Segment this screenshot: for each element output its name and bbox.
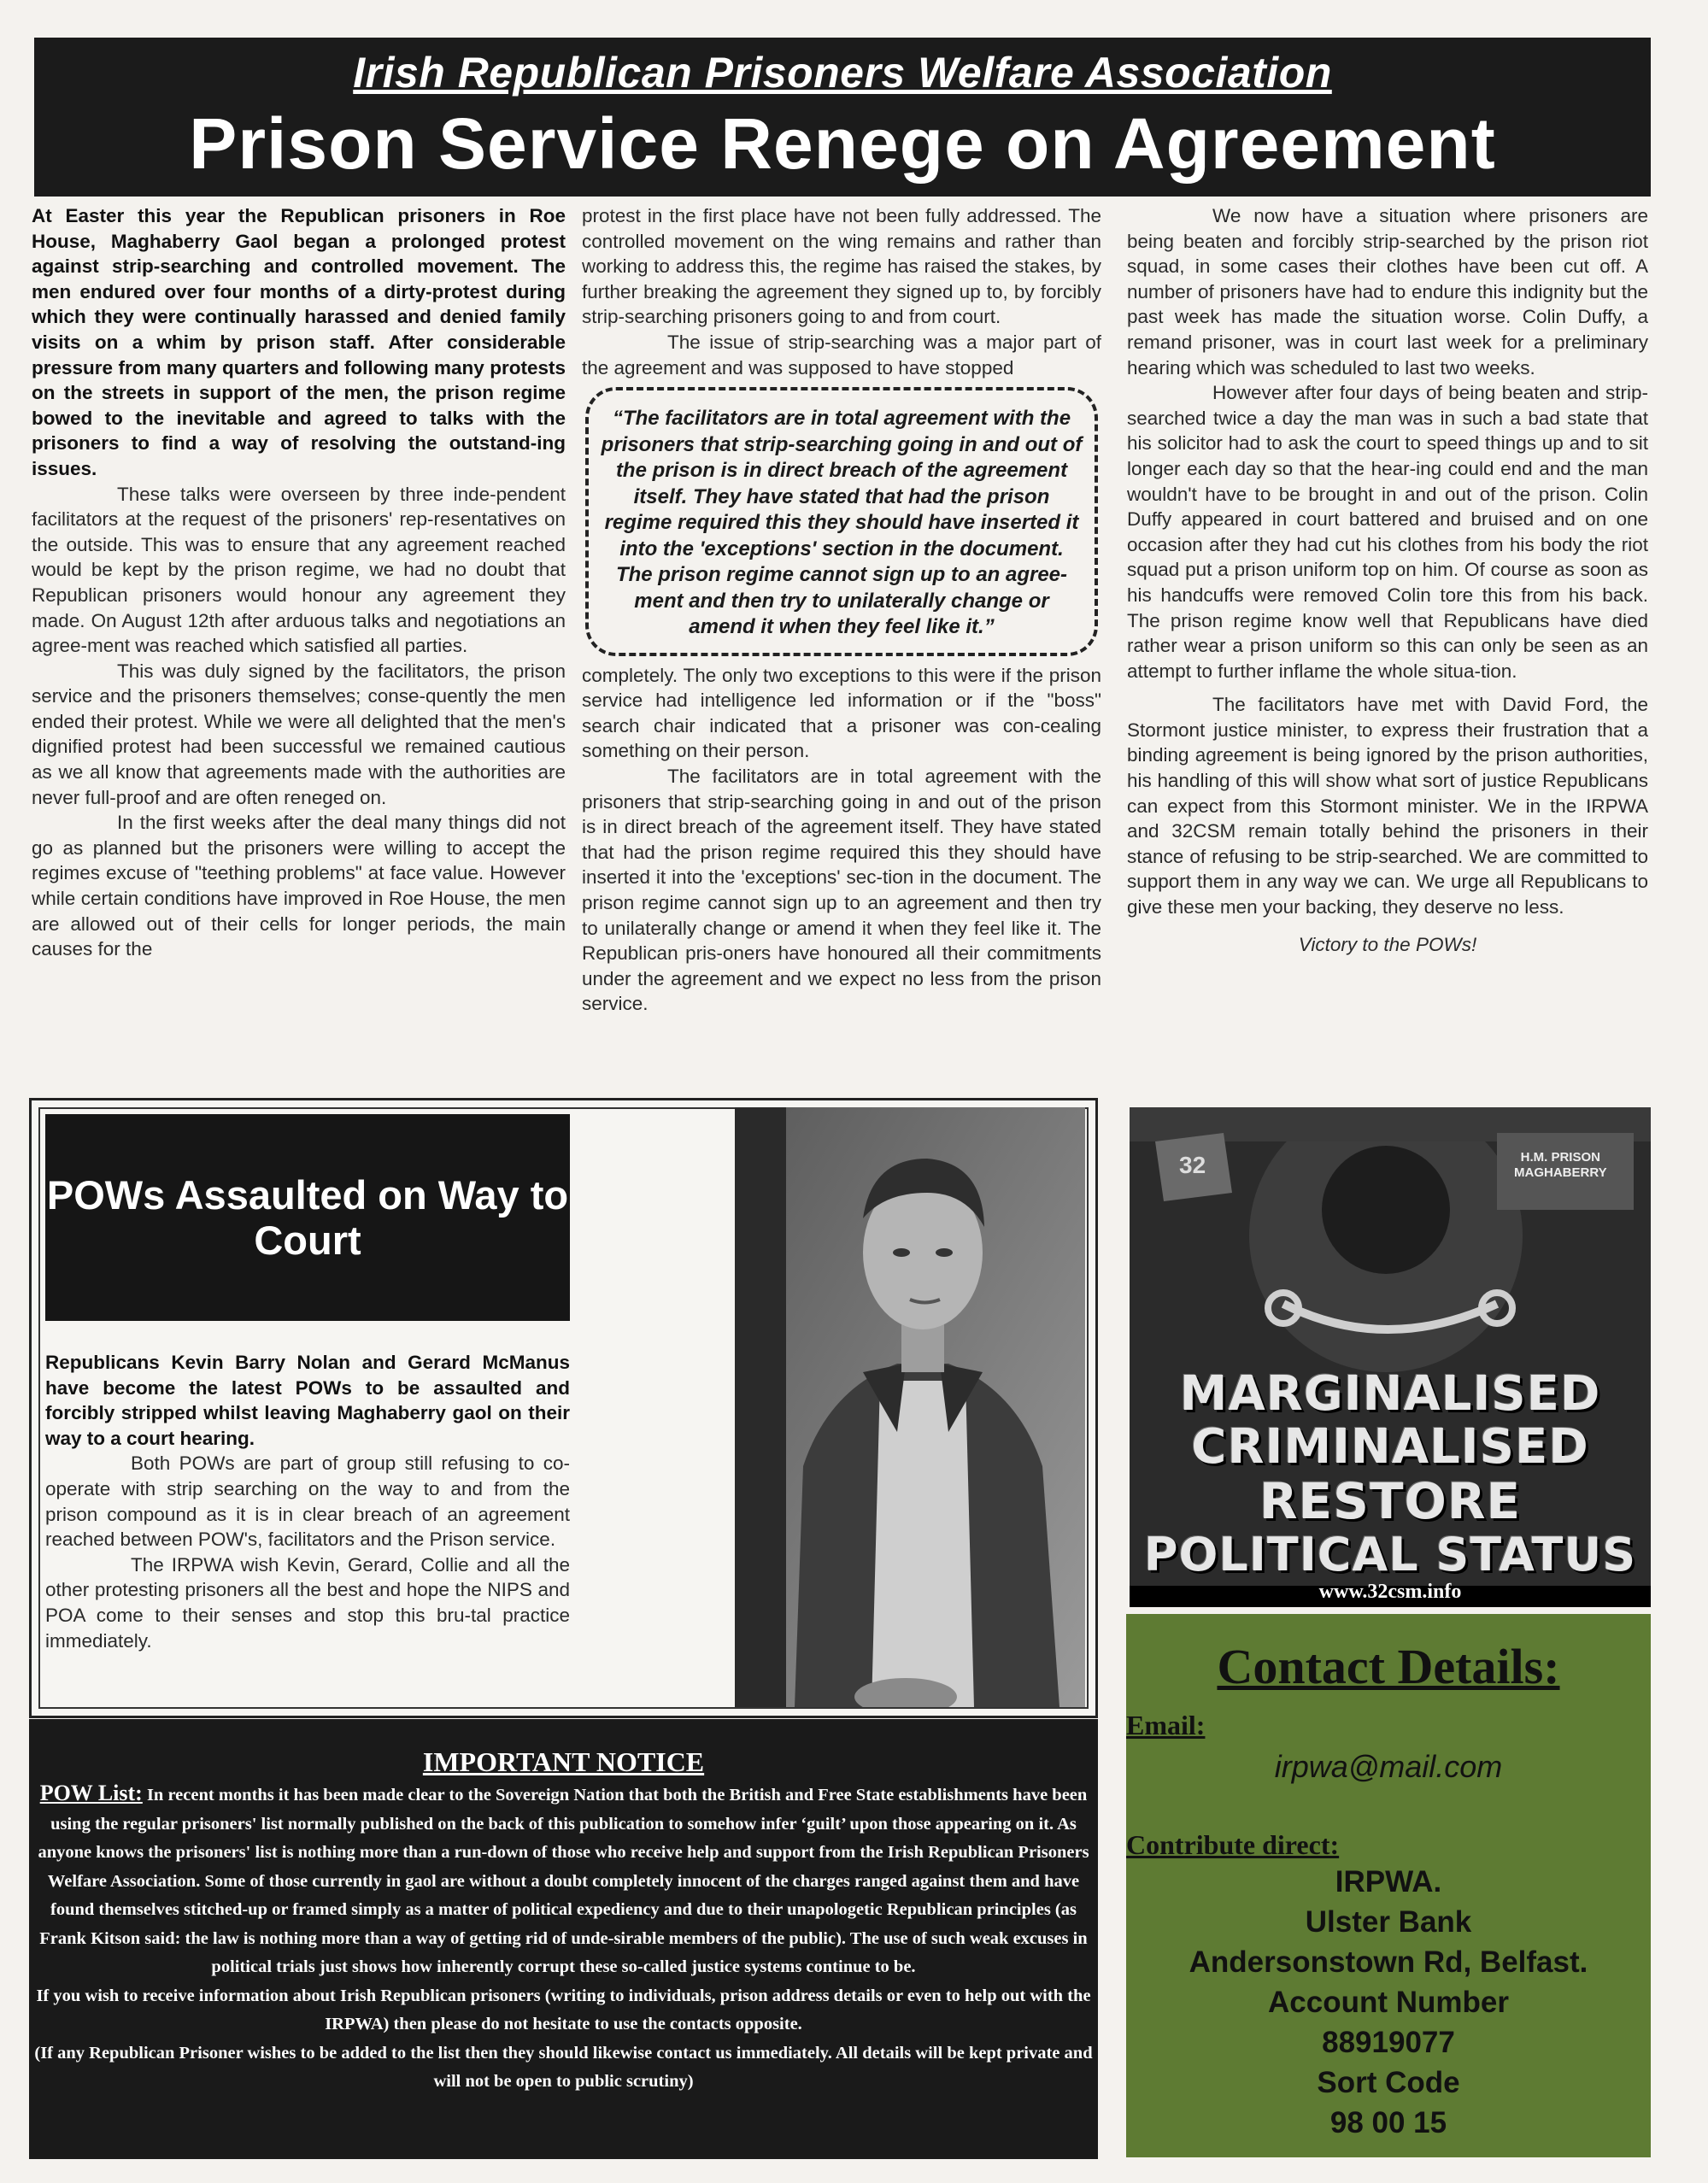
poster-sign-line: H.M. PRISON xyxy=(1520,1150,1600,1165)
prisoner-photo xyxy=(735,1107,1085,1707)
email-label: Email: xyxy=(1126,1710,1206,1740)
masthead xyxy=(34,38,1651,197)
pows-story-box xyxy=(29,1098,1098,1718)
bank-line: IRPWA. xyxy=(1335,1865,1442,1898)
article-paragraph: The facilitators are in total agreement with the prisoners that strip-searching going in and out of the prison is in direct breach of the agreement itself. They have stated that had the prison regime required this they should have inserted it into the 'exceptions' sec-tion in the document. The prison regime cannot sign up to an agreement and then try to unilaterally change or amend it when they feel like it. The Republican pris-oners have honoured all their commitments under the agreement and we expect no less from the prison service. xyxy=(582,766,1101,1015)
article-lead-paragraph: At Easter this year the Republican prisoners in Roe House, Maghaberry Gaol began a prolonged protest against strip-searching and controlled movement. The men endured over four months of a dirty-protest during which they were continually harassed and denied family visits on a whim by prison staff. After considerable pressure from many quarters and following many protests on the streets in support of the men, the prison regime bowed to the inevitable and agreed to talks with the prisoners to find a way of resolving the outstand-ing issues. xyxy=(32,205,566,479)
article-column-2 xyxy=(582,203,1101,1017)
contribute-label: Contribute direct: xyxy=(1126,1829,1340,1860)
organisation-name: Irish Republican Prisoners Welfare Association xyxy=(353,49,1332,97)
poster-url: www.32csm.info xyxy=(1318,1581,1462,1603)
article-paragraph: This was duly signed by the facilitators, the prison service and the prisoners themselves; conse-quently the men ended their protest. While we were all delighted that the men's dignified protest had been successful we remained cautious as we all know that agreements made with the authorities are never full-proof and are often reneged on. xyxy=(32,660,566,808)
bank-line: Andersonstown Rd, Belfast. xyxy=(1189,1945,1588,1979)
story-body xyxy=(45,1350,570,1653)
article-paragraph: protest in the first place have not been fully addressed. The controlled movement on the wing remains and rather than working to address this, the regime has raised the stakes, by further breaking the agreement they signed up to, by forcibly strip-searching prisoners going to and from court. xyxy=(582,205,1101,328)
article-paragraph: completely. The only two exceptions to this were if the prison service had intelligence led information or if the "boss" search chair indicated that a prisoner was con-cealing something on their person. xyxy=(582,664,1101,762)
contact-title: Contact Details: xyxy=(1217,1639,1560,1694)
contact-details-box xyxy=(1126,1614,1651,2157)
story-lead-paragraph: Republicans Kevin Barry Nolan and Gerard McManus have become the latest POWs to be assaulted and forcibly stripped whilst leaving Maghaberry gaol on their way to a court hearing. xyxy=(45,1352,570,1449)
article-paragraph: However after four days of being beaten and strip-searched twice a day the man was in such a bad state that his solicitor had to ask the court to speed things up and to sit longer each day so that the hear-ing could end and the man wouldn't have to be brought in and out of the prison. Colin Duffy appeared in court battered and bruised and on one occasion after they had cut his clothes from his body the riot squad put a prison uniform top on him. Of course as soon as his handcuffs were removed Colin tore this from his back. The prison regime know well that Republicans have died rather wear a prison uniform so this can only be seen as an attempt to further inflame the whole situa-tion. xyxy=(1127,382,1648,682)
political-status-poster xyxy=(1130,1107,1651,1607)
poster-line-restore: RESTORE xyxy=(1259,1472,1522,1530)
email-address: irpwa@mail.com xyxy=(1274,1749,1503,1784)
pull-quote: “The facilitators are in total agreement with the prisoners that strip-searching going in and out of the prison is in direct breach of the agreement itself. They have stated that had the prison regime required this they should have inserted it into the 'exceptions' section in the document. The prison regime cannot sign up to an agree-ment and then try to unilaterally change or amend it when they feel like it.” xyxy=(585,387,1098,656)
poster-slogan xyxy=(1130,1368,1651,1582)
bank-line: Sort Code xyxy=(1317,2066,1460,2099)
article-column-3 xyxy=(1127,203,1648,957)
notice-paragraph: (If any Republican Prisoner wishes to be added to the list then they should likewise contact us immediately. All details will be kept private and will not be open to public scrutiny) xyxy=(34,2043,1093,2091)
story-paragraph: Both POWs are part of group still refusing to co-operate with strip searching on the way to and from the prison compound as it is in clear breach of an agreement reached between POW's, facilitators and the Prison service. xyxy=(45,1452,570,1551)
poster-line-criminalised: CRIMINALISED xyxy=(1191,1419,1589,1475)
bank-line: Ulster Bank xyxy=(1305,1905,1472,1939)
article-paragraph: In the first weeks after the deal many things did not go as planned but the prisoners were willing to accept the regimes excuse of "teething problems" at face value. However while certain conditions have improved in Roe House, the men are allowed out of their cells for longer periods, the main causes for the xyxy=(32,812,566,960)
story-headline-text: POWs Assaulted on Way to Court xyxy=(46,1172,569,1263)
poster-sign-line: MAGHABERRY xyxy=(1514,1165,1607,1180)
page-headline: Prison Service Renege on Agreement xyxy=(189,103,1496,184)
important-notice xyxy=(29,1719,1098,2159)
prisoner-photo-image xyxy=(735,1107,1085,1707)
notice-paragraph: In recent months it has been made clear to the Sovereign Nation that both the British and Free State establishments have been using the regular prisoners' list normally published on the back of this publication to somehow infer ‘guilt’ upon those appearing on it. As anyone knows the prisoners' list is nothing more than a run-down of those who receive help and support from the Irish Republican Prisoners Welfare Association. Some of those currently in gaol are without a doubt completely innocent of the charges ranged against them and have found themselves stitched-up or framed simply as a matter of political expediency and due to their unapologetic Republican principles (as Frank Kitson said: the law is nothing more than a way of getting rid of unde-sirable members of the public). The use of such weak excuses in political trials just shows how inherently corrupt these so-called justice systems continue to be. xyxy=(38,1786,1089,1976)
article-paragraph: These talks were overseen by three inde-pendent facilitators at the request of the prisoners' rep-resentatives on the outside. This was to ensure that any agreement reached would be kept by the prison regime, we had no doubt that Republican prisoners would honour any agreement they made. On August 12th after arduous talks and negotiations an agree-ment was reached which satisfied all parties. xyxy=(32,483,566,657)
notice-title: IMPORTANT NOTICE xyxy=(422,1746,705,1777)
account-number: 88919077 xyxy=(1322,2026,1455,2059)
bank-details xyxy=(1126,1862,1651,2143)
pow-list-label: POW List: xyxy=(39,1781,143,1805)
article-signoff: Victory to the POWs! xyxy=(1298,933,1477,955)
article-paragraph: The issue of strip-searching was a major part of the agreement and was supposed to have stopped xyxy=(582,331,1101,379)
poster-line-political-status: POLITICAL STATUS xyxy=(1143,1528,1637,1582)
article-column-1 xyxy=(32,203,566,962)
sort-code: 98 00 15 xyxy=(1329,2106,1447,2139)
poster-badge: 32 xyxy=(1179,1152,1206,1178)
story-paragraph: The IRPWA wish Kevin, Gerard, Collie and all the other protesting prisoners all the best and hope the NIPS and POA come to their senses and stop this bru-tal practice immediately. xyxy=(45,1553,570,1652)
poster-prison-sign xyxy=(1514,1150,1607,1181)
notice-paragraph: If you wish to receive information about Irish Republican prisoners (writing to individuals, prison address details or even to help out with the IRPWA) then please do not hesitate to use the contacts opposite. xyxy=(36,1986,1091,2033)
bank-line: Account Number xyxy=(1268,1986,1509,2019)
notice-body xyxy=(29,1779,1098,2097)
story-headline xyxy=(45,1114,570,1321)
article-paragraph: We now have a situation where prisoners are being beaten and forcibly strip-searched by the prison riot squad, in some cases their clothes have been cut off. A number of prisoners have had to endure this indignity but the past week has made the situation worse. Colin Duffy, a remand prisoner, was in court last week for a preliminary hearing which was scheduled to last two weeks. xyxy=(1127,205,1648,379)
article-paragraph: The facilitators have met with David Ford, the Stormont justice minister, to express their frustration that a binding agreement is being ignored by the prison authorities, his handling of this will show what sort of justice Republicans can expect from this Stormont minister. We in the IRPWA and 32CSM remain totally behind the prisoners in their stance of refusing to be strip-searched. We are committed to support them in any way we can. We urge all Republicans to give these men your backing, they deserve no less. xyxy=(1127,694,1648,918)
poster-line-marginalised: MARGINALISED xyxy=(1179,1366,1601,1422)
